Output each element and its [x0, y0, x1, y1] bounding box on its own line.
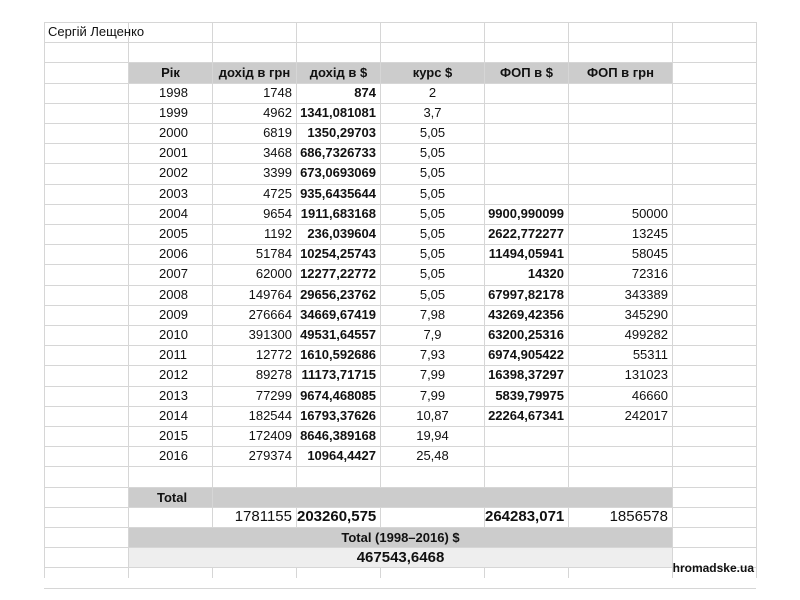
rate-cell: 19,94: [416, 428, 449, 443]
fop-uah-cell: [569, 184, 672, 204]
income-usd-cell: 29656,23762: [300, 286, 376, 302]
year-cell: 2016: [159, 448, 188, 464]
header-rate: курс $: [381, 63, 484, 82]
rate-cell: 7,9: [423, 327, 442, 342]
year-cell: 2012: [159, 367, 188, 383]
fop-usd-cell: [485, 123, 568, 143]
rate-cell: 5,05: [419, 125, 446, 140]
grid-hline: [44, 466, 756, 467]
rate-cell: 25,48: [416, 448, 449, 464]
income-uah-cell: 89278: [255, 367, 292, 383]
fop-uah-cell: [569, 123, 672, 143]
income-uah-cell: 6819: [263, 125, 292, 140]
rate-cell: 5,05: [419, 145, 446, 161]
rate-cell: 5,05: [419, 165, 446, 181]
year-cell: 2013: [159, 387, 188, 403]
income-uah-cell: 4962: [263, 104, 292, 120]
fop-uah-cell: [569, 426, 672, 446]
header-fop-usd: ФОП в $: [485, 63, 568, 82]
year-cell: 2008: [159, 286, 188, 302]
fop-uah-cell: 242017: [624, 407, 668, 423]
income-uah-cell: 51784: [255, 246, 292, 262]
income-usd-cell: 11173,71715: [301, 367, 376, 383]
fop-uah-cell: [569, 143, 672, 163]
fop-usd-cell: 6974,905422: [488, 347, 564, 363]
income-uah-cell: 3468: [263, 145, 292, 161]
income-usd-cell: 16793,37626: [300, 407, 376, 423]
header-year: Рік: [129, 63, 212, 82]
income-usd-cell: 10964,4427: [307, 448, 376, 464]
rate-cell: 5,05: [419, 185, 446, 201]
fop-usd-cell: 2622,772277: [488, 226, 564, 241]
year-cell: 1999: [159, 104, 188, 120]
year-cell: 2015: [159, 428, 188, 443]
income-usd-cell: 935,6435644: [300, 185, 376, 201]
income-usd-cell: 1610,592686: [300, 347, 376, 363]
year-cell: 2006: [159, 246, 188, 262]
total-fop-uah: 1856578: [609, 507, 668, 525]
total-income-uah: 1781155: [234, 507, 292, 525]
year-cell: 2014: [159, 407, 188, 423]
income-uah-cell: 182544: [248, 407, 292, 423]
income-usd-cell: 34669,67419: [300, 306, 376, 322]
fop-uah-cell: 55311: [632, 347, 668, 363]
total-income-usd: 203260,575: [297, 507, 377, 525]
fop-uah-cell: [569, 163, 672, 183]
income-uah-cell: 1748: [263, 84, 292, 100]
income-uah-cell: 149764: [248, 286, 292, 302]
rate-cell: 7,98: [419, 306, 446, 322]
watermark: hromadske.ua: [672, 561, 754, 575]
fop-uah-cell: [569, 103, 672, 123]
rate-cell: 7,93: [419, 347, 446, 363]
author-name: Сергій Лещенко: [48, 24, 145, 39]
fop-usd-cell: [485, 83, 568, 103]
grid-hline: [44, 588, 756, 589]
fop-usd-cell: 63200,25316: [488, 327, 564, 342]
fop-uah-cell: 345290: [624, 306, 668, 322]
fop-uah-cell: 50000: [631, 205, 668, 221]
fop-uah-cell: 343389: [624, 286, 668, 302]
fop-uah-cell: 58045: [631, 246, 668, 262]
fop-usd-cell: [485, 184, 568, 204]
fop-usd-cell: 16398,37297: [488, 367, 564, 383]
year-cell: 2002: [159, 165, 188, 181]
fop-uah-cell: [569, 83, 672, 103]
fop-usd-cell: 9900,990099: [488, 205, 564, 221]
rate-cell: 7,99: [419, 367, 446, 383]
rate-cell: 10,87: [416, 407, 449, 423]
rate-cell: 3,7: [423, 104, 442, 120]
header-income-usd: дохід в $: [297, 63, 380, 82]
year-cell: 2009: [159, 306, 188, 322]
rate-cell: 2: [428, 84, 437, 100]
rate-cell: 5,05: [419, 286, 446, 302]
income-uah-cell: 12772: [255, 347, 292, 363]
year-cell: 2007: [159, 266, 188, 282]
header-income-uah: дохід в грн: [213, 63, 296, 82]
income-uah-cell: 391300: [248, 327, 292, 342]
income-usd-cell: 1341,081081: [300, 104, 376, 120]
income-usd-cell: 673,0693069: [300, 165, 376, 181]
income-usd-cell: 12277,22772: [300, 266, 376, 282]
income-uah-cell: 279374: [248, 448, 292, 464]
income-usd-cell: 10254,25743: [300, 246, 376, 262]
fop-usd-cell: [485, 163, 568, 183]
year-cell: 2000: [159, 125, 188, 140]
fop-usd-cell: [485, 143, 568, 163]
fop-usd-cell: 67997,82178: [488, 286, 564, 302]
total-fop-usd: 264283,071: [485, 507, 565, 525]
rate-cell: 5,05: [419, 266, 446, 282]
rate-cell: 5,05: [419, 246, 446, 262]
fop-usd-cell: 43269,42356: [488, 306, 564, 322]
fop-uah-cell: 13245: [631, 226, 668, 241]
income-usd-cell: 1911,683168: [300, 205, 376, 221]
rate-cell: 5,05: [419, 226, 446, 241]
total-grey-fill: [213, 488, 672, 507]
fop-usd-cell: [485, 426, 568, 446]
year-cell: 2005: [159, 226, 188, 241]
year-cell: 2001: [159, 145, 188, 161]
fop-usd-cell: 11494,05941: [488, 246, 564, 262]
income-uah-cell: 3399: [263, 165, 292, 181]
year-cell: 2003: [159, 185, 188, 201]
income-usd-cell: 49531,64557: [300, 327, 376, 342]
header-fop-uah: ФОП в грн: [569, 63, 672, 82]
income-usd-cell: 8646,389168: [300, 428, 376, 443]
fop-usd-cell: 14320: [527, 266, 564, 282]
income-uah-cell: 172409: [248, 428, 292, 443]
fop-usd-cell: 22264,67341: [488, 407, 564, 423]
income-uah-cell: 77299: [255, 387, 292, 403]
rate-cell: 7,99: [419, 387, 446, 403]
income-uah-cell: 276664: [248, 306, 292, 322]
income-usd-cell: 686,7326733: [300, 145, 376, 161]
grid-vline: [756, 22, 757, 578]
income-uah-cell: 1192: [264, 226, 292, 241]
grid-vline: [672, 22, 673, 578]
grid-vline: [44, 22, 45, 578]
year-cell: 2004: [159, 205, 188, 221]
year-cell: 2011: [159, 347, 187, 363]
grand-total-value: 467543,6468: [129, 548, 672, 567]
rate-cell: 5,05: [419, 205, 446, 221]
grid-hline: [44, 567, 756, 568]
fop-uah-cell: [569, 446, 672, 466]
fop-uah-cell: 72316: [631, 266, 668, 282]
fop-uah-cell: 46660: [631, 387, 668, 403]
year-cell: 1998: [159, 84, 188, 100]
fop-usd-cell: [485, 446, 568, 466]
income-uah-cell: 62000: [255, 266, 292, 282]
year-cell: 2010: [159, 327, 188, 342]
fop-uah-cell: 499282: [624, 327, 668, 342]
total-label: Total: [129, 488, 212, 507]
grid-hline: [44, 42, 756, 43]
income-usd-cell: 1350,29703: [307, 125, 376, 140]
income-uah-cell: 4725: [263, 185, 292, 201]
fop-usd-cell: [485, 103, 568, 123]
fop-usd-cell: 5839,79975: [495, 387, 564, 403]
fop-uah-cell: 131023: [624, 367, 668, 383]
income-uah-cell: 9654: [263, 205, 292, 221]
income-usd-cell: 9674,468085: [300, 387, 376, 403]
income-usd-cell: 236,039604: [307, 226, 376, 241]
income-usd-cell: 874: [354, 84, 376, 100]
grand-total-label: Total (1998–2016) $: [129, 528, 672, 547]
